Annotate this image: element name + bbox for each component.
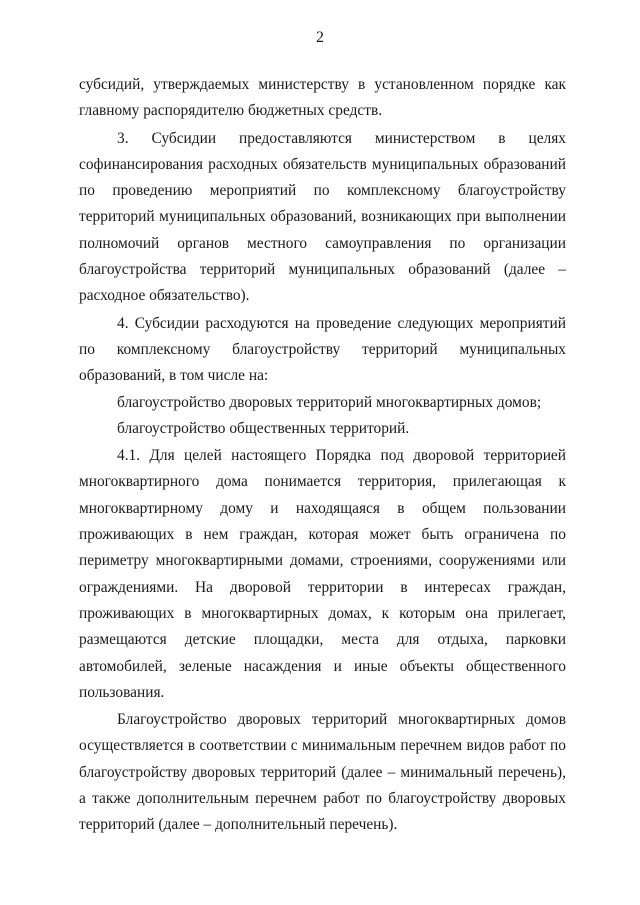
paragraph-section-3: 3. Субсидии предоставляются министерством в целях софинансирования расходных обязательств муниципальных образований по проведению мероприятий по комплексному благоустройству территорий муниципальных образований, возникающих при выполнении полномочий органов местного самоуправления по организации благоустройства территорий муниципальных образований (далее – расходное обязательство). xyxy=(79,129,566,305)
list-item-public: благоустройство общественных территорий. xyxy=(117,419,410,437)
paragraph-continuation: субсидий, утверждаемых министерству в установленном порядке как главному распорядителю бюджетных средств. xyxy=(79,76,566,120)
document-body xyxy=(79,72,566,839)
paragraph-section-4: 4. Субсидии расходуются на проведение следующих мероприятий по комплексному благоустройству территорий муниципальных образований, в том числе на: xyxy=(79,314,566,385)
list-item-courtyard: благоустройство дворовых территорий многоквартирных домов; xyxy=(117,393,542,411)
paragraph-section-4-1: 4.1. Для целей настоящего Порядка под дворовой территорией многоквартирного дома понимается территория, прилегающая к многоквартирному дому и находящаяся в общем пользовании проживающих в нем граждан, которая может быть ограничена по периметру многоквартирными домами, строениями, сооружениями или ограждениями. На дворовой территории в интересах граждан, проживающих в многоквартирных домах, к которым она прилегает, размещаются детские площадки, места для отдыха, парковки автомобилей, зеленые насаждения и иные объекты общественного пользования. xyxy=(79,447,566,701)
page-number: 2 xyxy=(316,29,324,46)
paragraph-courtyard-works: Благоустройство дворовых территорий многоквартирных домов осуществляется в соответствии с минимальным перечнем видов работ по благоустройству дворовых территорий (далее – минимальный перечень), а также дополнительным перечнем работ по благоустройству дворовых территорий (далее – дополнительный перечень). xyxy=(79,711,566,834)
